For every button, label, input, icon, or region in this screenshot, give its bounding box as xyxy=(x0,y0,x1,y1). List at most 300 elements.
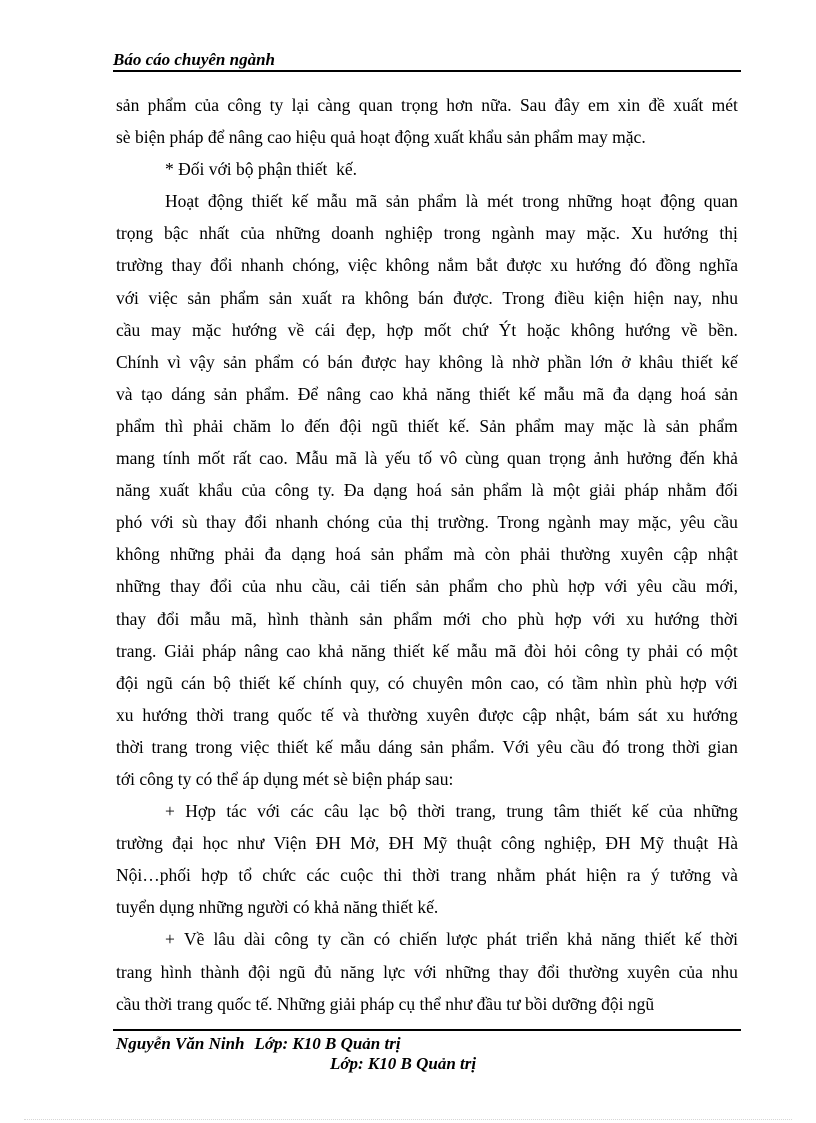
word: kế xyxy=(684,929,702,950)
word: những xyxy=(693,801,738,822)
word: lạc xyxy=(358,801,380,822)
word: lược xyxy=(446,929,478,950)
word: ngũ xyxy=(371,415,398,436)
word: xu xyxy=(116,704,134,725)
word: ý xyxy=(650,865,660,886)
word: chức xyxy=(262,865,297,886)
word: trung xyxy=(506,801,544,822)
word: gian xyxy=(707,736,738,757)
word: mét xyxy=(487,191,514,212)
word: hướng xyxy=(576,255,622,276)
word: quan xyxy=(703,191,738,212)
word: thời xyxy=(672,736,700,757)
word: công xyxy=(274,929,309,950)
word: thời xyxy=(116,736,144,757)
word: thời xyxy=(710,929,738,950)
word: của xyxy=(241,576,267,597)
word: đa xyxy=(264,544,282,565)
word: nhật, xyxy=(555,704,591,725)
text-line xyxy=(116,603,738,635)
word: đó xyxy=(629,255,648,276)
word: trang, xyxy=(455,801,496,822)
word: Mỹ xyxy=(639,833,665,854)
word: phẩm xyxy=(448,576,488,597)
word: thay xyxy=(206,512,237,533)
word: còn xyxy=(484,544,511,565)
word: rất xyxy=(232,448,252,469)
word: phẩm xyxy=(483,480,523,501)
word: thường xyxy=(568,961,619,982)
word: cuộc xyxy=(340,865,374,886)
word: của xyxy=(194,95,220,115)
word: pháp xyxy=(202,640,237,661)
word: yêu xyxy=(536,736,563,757)
word: nhằm xyxy=(496,865,536,886)
word: trong xyxy=(443,223,481,244)
word: tưởng xyxy=(669,865,712,886)
word: như xyxy=(237,833,265,854)
class-label: Lớp: K10 B Quản trị xyxy=(254,1034,401,1053)
word: mẫu xyxy=(543,383,575,404)
word: năng xyxy=(436,383,471,404)
word: lớn xyxy=(589,351,613,372)
header-rule xyxy=(113,70,741,72)
word: thường xyxy=(367,704,418,725)
word: hướng xyxy=(663,223,709,244)
text-line xyxy=(116,827,738,859)
word: sù xyxy=(182,512,198,533)
word: sát xyxy=(638,704,658,725)
word: khẩu xyxy=(198,480,233,501)
word: không xyxy=(570,319,615,340)
word: thời xyxy=(417,801,446,822)
word: cầu xyxy=(116,319,141,340)
word: trang xyxy=(232,704,269,725)
page-bottom-border xyxy=(24,1119,792,1120)
word: sản xyxy=(268,287,293,308)
word: + xyxy=(165,801,175,822)
word: chứ xyxy=(461,319,488,340)
word: thời xyxy=(710,608,738,629)
body-text xyxy=(116,89,738,1020)
word: mẫu xyxy=(316,191,347,212)
word: với xyxy=(116,287,139,308)
word: ty xyxy=(317,929,332,950)
word: không xyxy=(116,544,160,565)
word: quốc xyxy=(277,704,312,725)
word: Đa xyxy=(343,480,365,501)
word: phù xyxy=(517,608,545,629)
word: hiện xyxy=(633,287,664,308)
word: hoá xyxy=(416,480,442,501)
word: thiết xyxy=(479,383,511,404)
word: hướng xyxy=(692,704,738,725)
word: cần xyxy=(340,929,365,950)
word: cao. xyxy=(259,448,288,469)
word: chiến xyxy=(399,929,438,950)
word: năng xyxy=(601,929,636,950)
word: của xyxy=(678,961,703,982)
word: tính xyxy=(162,448,190,469)
word: công xyxy=(274,480,309,501)
word: sản xyxy=(420,736,444,757)
word: xuyên xyxy=(620,544,664,565)
word: việc xyxy=(240,736,270,757)
word: tác xyxy=(226,801,247,822)
word: là xyxy=(531,480,544,501)
word: yếu xyxy=(385,448,411,469)
word: mới xyxy=(443,608,471,629)
word: động xyxy=(207,191,243,212)
word: nhu xyxy=(711,287,738,308)
word: mặc. xyxy=(586,223,621,244)
word: lâu xyxy=(213,929,235,950)
word: phẩm xyxy=(698,415,738,436)
word: tổ xyxy=(238,865,252,886)
word: sản xyxy=(665,415,690,436)
word: hỏi xyxy=(554,640,577,661)
word: những xyxy=(567,191,613,212)
word: thiết xyxy=(644,929,676,950)
word: nay, xyxy=(673,287,703,308)
word: vô xyxy=(439,448,458,469)
word: hình xyxy=(160,961,192,982)
word: và xyxy=(342,704,359,725)
word: nhằm xyxy=(667,480,707,501)
word: giải xyxy=(589,480,616,501)
class-label-repeat: Lớp: K10 B Quản trị xyxy=(330,1054,477,1073)
word: của xyxy=(241,480,266,501)
word: được. xyxy=(453,287,493,308)
word: có xyxy=(387,672,405,693)
word: ty. xyxy=(317,480,335,501)
word: có xyxy=(373,929,391,950)
word: những xyxy=(275,223,321,244)
word: mới, xyxy=(705,576,738,597)
word: em xyxy=(588,95,610,115)
word: thời xyxy=(412,865,441,886)
word: Sau xyxy=(519,95,547,115)
word: với xyxy=(592,608,616,629)
word: năng xyxy=(116,480,151,501)
word: quan xyxy=(358,95,393,115)
word: đồng xyxy=(655,255,691,276)
word: Mở, xyxy=(350,833,380,854)
word: là xyxy=(465,191,479,212)
word: Hà xyxy=(717,833,738,854)
word: ngành xyxy=(548,512,591,533)
text-line xyxy=(116,217,738,249)
word: triển xyxy=(525,929,558,950)
word: với xyxy=(413,961,437,982)
word: đổi xyxy=(210,255,233,276)
word: thời xyxy=(196,704,225,725)
word: cho xyxy=(497,576,523,597)
word: nhu xyxy=(711,961,738,982)
word: hiện xyxy=(586,865,617,886)
word: hướng xyxy=(625,319,671,340)
word: sản xyxy=(187,287,211,308)
word: thành xyxy=(309,608,349,629)
word: yêu xyxy=(679,512,706,533)
word: xu xyxy=(626,608,644,629)
word: vì xyxy=(167,351,181,372)
word: thường xyxy=(560,544,611,565)
word: về xyxy=(287,319,305,340)
text-line xyxy=(116,346,738,378)
word: ty xyxy=(269,95,284,115)
text-line xyxy=(116,956,738,988)
word: thuật xyxy=(456,833,492,854)
word: phẩm xyxy=(515,415,555,436)
text-line xyxy=(116,89,738,121)
text-line xyxy=(116,153,738,185)
word: hơn xyxy=(446,95,473,115)
word: tầm xyxy=(571,672,599,693)
word: bậc xyxy=(163,223,189,244)
word: hướng xyxy=(142,704,188,725)
word: đổi xyxy=(537,961,560,982)
word: sản xyxy=(714,383,738,404)
word: thiết xyxy=(590,801,622,822)
word: hợp xyxy=(568,576,595,597)
word: việc xyxy=(347,255,378,276)
text-line xyxy=(116,859,738,891)
text-line xyxy=(116,474,738,506)
word: kiện xyxy=(593,287,625,308)
word: mã xyxy=(494,640,517,661)
word: chóng xyxy=(326,512,370,533)
word: phó xyxy=(116,512,143,533)
text-line xyxy=(116,442,738,474)
word: trong xyxy=(195,736,233,757)
word: ĐH xyxy=(315,833,341,854)
word: không xyxy=(364,287,409,308)
word: tế xyxy=(320,704,334,725)
word: hay xyxy=(405,351,431,372)
word: chuyên xyxy=(412,672,463,693)
word: cao xyxy=(286,640,311,661)
text-line xyxy=(116,185,738,217)
word: Viện xyxy=(273,833,307,854)
word: quy, xyxy=(350,672,380,693)
word: của xyxy=(658,801,684,822)
word: ngũ xyxy=(146,672,173,693)
word: may xyxy=(599,512,630,533)
word: phần xyxy=(547,351,582,372)
word: đến xyxy=(679,448,705,469)
word: phẩm xyxy=(404,544,444,565)
line-text: sè biện pháp để nâng cao hiệu quả hoạt động xuất khẩu sản phẩm may mặc. xyxy=(116,127,646,148)
word: đủ xyxy=(314,961,332,982)
word: là xyxy=(491,351,504,372)
word: Sản xyxy=(479,415,506,436)
word: nữa. xyxy=(481,95,512,115)
line-text: cầu thời trang quốc tế. Những giải pháp cụ thể như đầu tư bồi dưỡng đội ngũ xyxy=(116,993,655,1014)
word: trang xyxy=(151,736,188,757)
word: về xyxy=(681,319,698,340)
word: thi xyxy=(383,865,402,886)
word: phù xyxy=(645,672,672,693)
word: mang xyxy=(116,448,155,469)
word: sản xyxy=(223,351,247,372)
word: bán xyxy=(418,287,444,308)
word: nghiệp xyxy=(384,223,433,244)
word: có xyxy=(302,351,319,372)
footer-rule xyxy=(113,1029,741,1031)
word: phù xyxy=(532,576,559,597)
word: hình xyxy=(267,608,299,629)
word: xuất xyxy=(673,95,704,115)
word: kế xyxy=(278,672,295,693)
word: nhanh xyxy=(240,255,284,276)
word: Trong xyxy=(497,512,540,533)
word: được xyxy=(478,704,514,725)
word: bán xyxy=(327,351,353,372)
word: nhu xyxy=(275,576,303,597)
word: nâng xyxy=(244,640,279,661)
word: phẩm. xyxy=(245,383,290,404)
word: trang xyxy=(116,961,152,982)
word: nhờ xyxy=(512,351,539,372)
word: mặc xyxy=(604,415,634,436)
word: trường xyxy=(116,833,163,854)
word: thay xyxy=(170,576,201,597)
word: thay xyxy=(116,608,147,629)
word: lo xyxy=(280,415,295,436)
word: cao xyxy=(369,383,394,404)
word: nhìn xyxy=(606,672,638,693)
line-text: tuyển dụng những người có khả năng thiết kế. xyxy=(116,897,439,918)
word: trường. xyxy=(437,512,489,533)
word: trong xyxy=(522,191,560,212)
word: kế xyxy=(721,351,738,372)
text-line xyxy=(116,506,738,538)
word: Giải xyxy=(164,640,195,661)
word: chăm xyxy=(233,415,271,436)
word: doanh xyxy=(331,223,374,244)
word: trang. xyxy=(116,640,157,661)
word: thiết xyxy=(251,191,283,212)
word: nhanh xyxy=(275,512,319,533)
word: quan xyxy=(506,448,542,469)
word: đó xyxy=(602,736,620,757)
word: phẩm xyxy=(393,608,433,629)
word: mặc, xyxy=(637,512,672,533)
word: đòi xyxy=(524,640,547,661)
word: hoặc xyxy=(526,319,560,340)
word: có xyxy=(686,640,703,661)
text-line xyxy=(116,249,738,281)
word: ra xyxy=(341,287,356,308)
text-line xyxy=(116,314,738,346)
word: pháp xyxy=(624,480,659,501)
word: thị xyxy=(719,223,738,244)
word: xuất xyxy=(301,287,332,308)
word: phẩm. xyxy=(451,736,495,757)
line-text: tới công ty có thể áp dụng mét sè biện pháp sau: xyxy=(116,768,454,789)
word: cầu, xyxy=(311,576,341,597)
word: tiến xyxy=(380,576,407,597)
word: may xyxy=(545,223,576,244)
word: hợp xyxy=(386,319,414,340)
word: được xyxy=(506,255,542,276)
text-line xyxy=(116,667,738,699)
word: trọng xyxy=(401,95,438,115)
word: trọng xyxy=(548,448,586,469)
word: khả xyxy=(402,383,428,404)
word: chính xyxy=(303,672,342,693)
word: đổi xyxy=(244,512,268,533)
word: cầu xyxy=(570,736,595,757)
word: cập xyxy=(673,544,698,565)
word: với xyxy=(714,672,738,693)
word: Mỹ xyxy=(423,833,448,854)
word: tạo xyxy=(141,383,163,404)
word: hoá xyxy=(680,383,706,404)
word: thiết xyxy=(393,640,425,661)
word: phát xyxy=(545,865,577,886)
word: phẩm xyxy=(255,351,294,372)
word: ĐH xyxy=(388,833,414,854)
word: cập xyxy=(522,704,547,725)
word: lại xyxy=(291,95,310,115)
word: đội xyxy=(339,415,362,436)
text-line xyxy=(116,121,738,153)
word: đội xyxy=(248,961,271,982)
word: một xyxy=(552,480,581,501)
word: thị xyxy=(410,512,430,533)
word: bộ xyxy=(389,801,408,822)
word: ngũ xyxy=(279,961,306,982)
word: phẩm xyxy=(116,415,155,436)
word: sản xyxy=(359,608,383,629)
text-line xyxy=(116,378,738,410)
word: mã xyxy=(335,448,357,469)
word: mã xyxy=(355,191,378,212)
word: bám xyxy=(599,704,630,725)
word: xuyên xyxy=(627,961,670,982)
word: ĐH xyxy=(605,833,631,854)
word: bộ xyxy=(213,672,231,693)
word: hưởng xyxy=(626,448,672,469)
word: mã xyxy=(582,383,605,404)
word: mẫu xyxy=(190,608,221,629)
word: mốt xyxy=(197,448,226,469)
page-footer xyxy=(116,1034,401,1054)
word: kế xyxy=(518,383,536,404)
word: Chính xyxy=(116,351,159,372)
word: cải xyxy=(349,576,371,597)
word: không xyxy=(438,351,483,372)
word: phẩm xyxy=(220,287,260,308)
word: các xyxy=(306,865,330,886)
word: thiết xyxy=(407,415,439,436)
word: dài xyxy=(243,929,266,950)
text-line xyxy=(116,891,738,923)
word: dạng xyxy=(373,480,408,501)
text-line xyxy=(116,410,738,442)
word: câu xyxy=(324,801,349,822)
word: Để xyxy=(297,383,319,404)
word: thiết xyxy=(277,736,309,757)
word: phải xyxy=(648,640,679,661)
word: đẹp, xyxy=(346,319,376,340)
author-name: Nguyễn Văn Ninh xyxy=(116,1034,245,1053)
word: phát xyxy=(486,929,517,950)
word: hợp xyxy=(554,608,582,629)
word: cùng xyxy=(465,448,500,469)
